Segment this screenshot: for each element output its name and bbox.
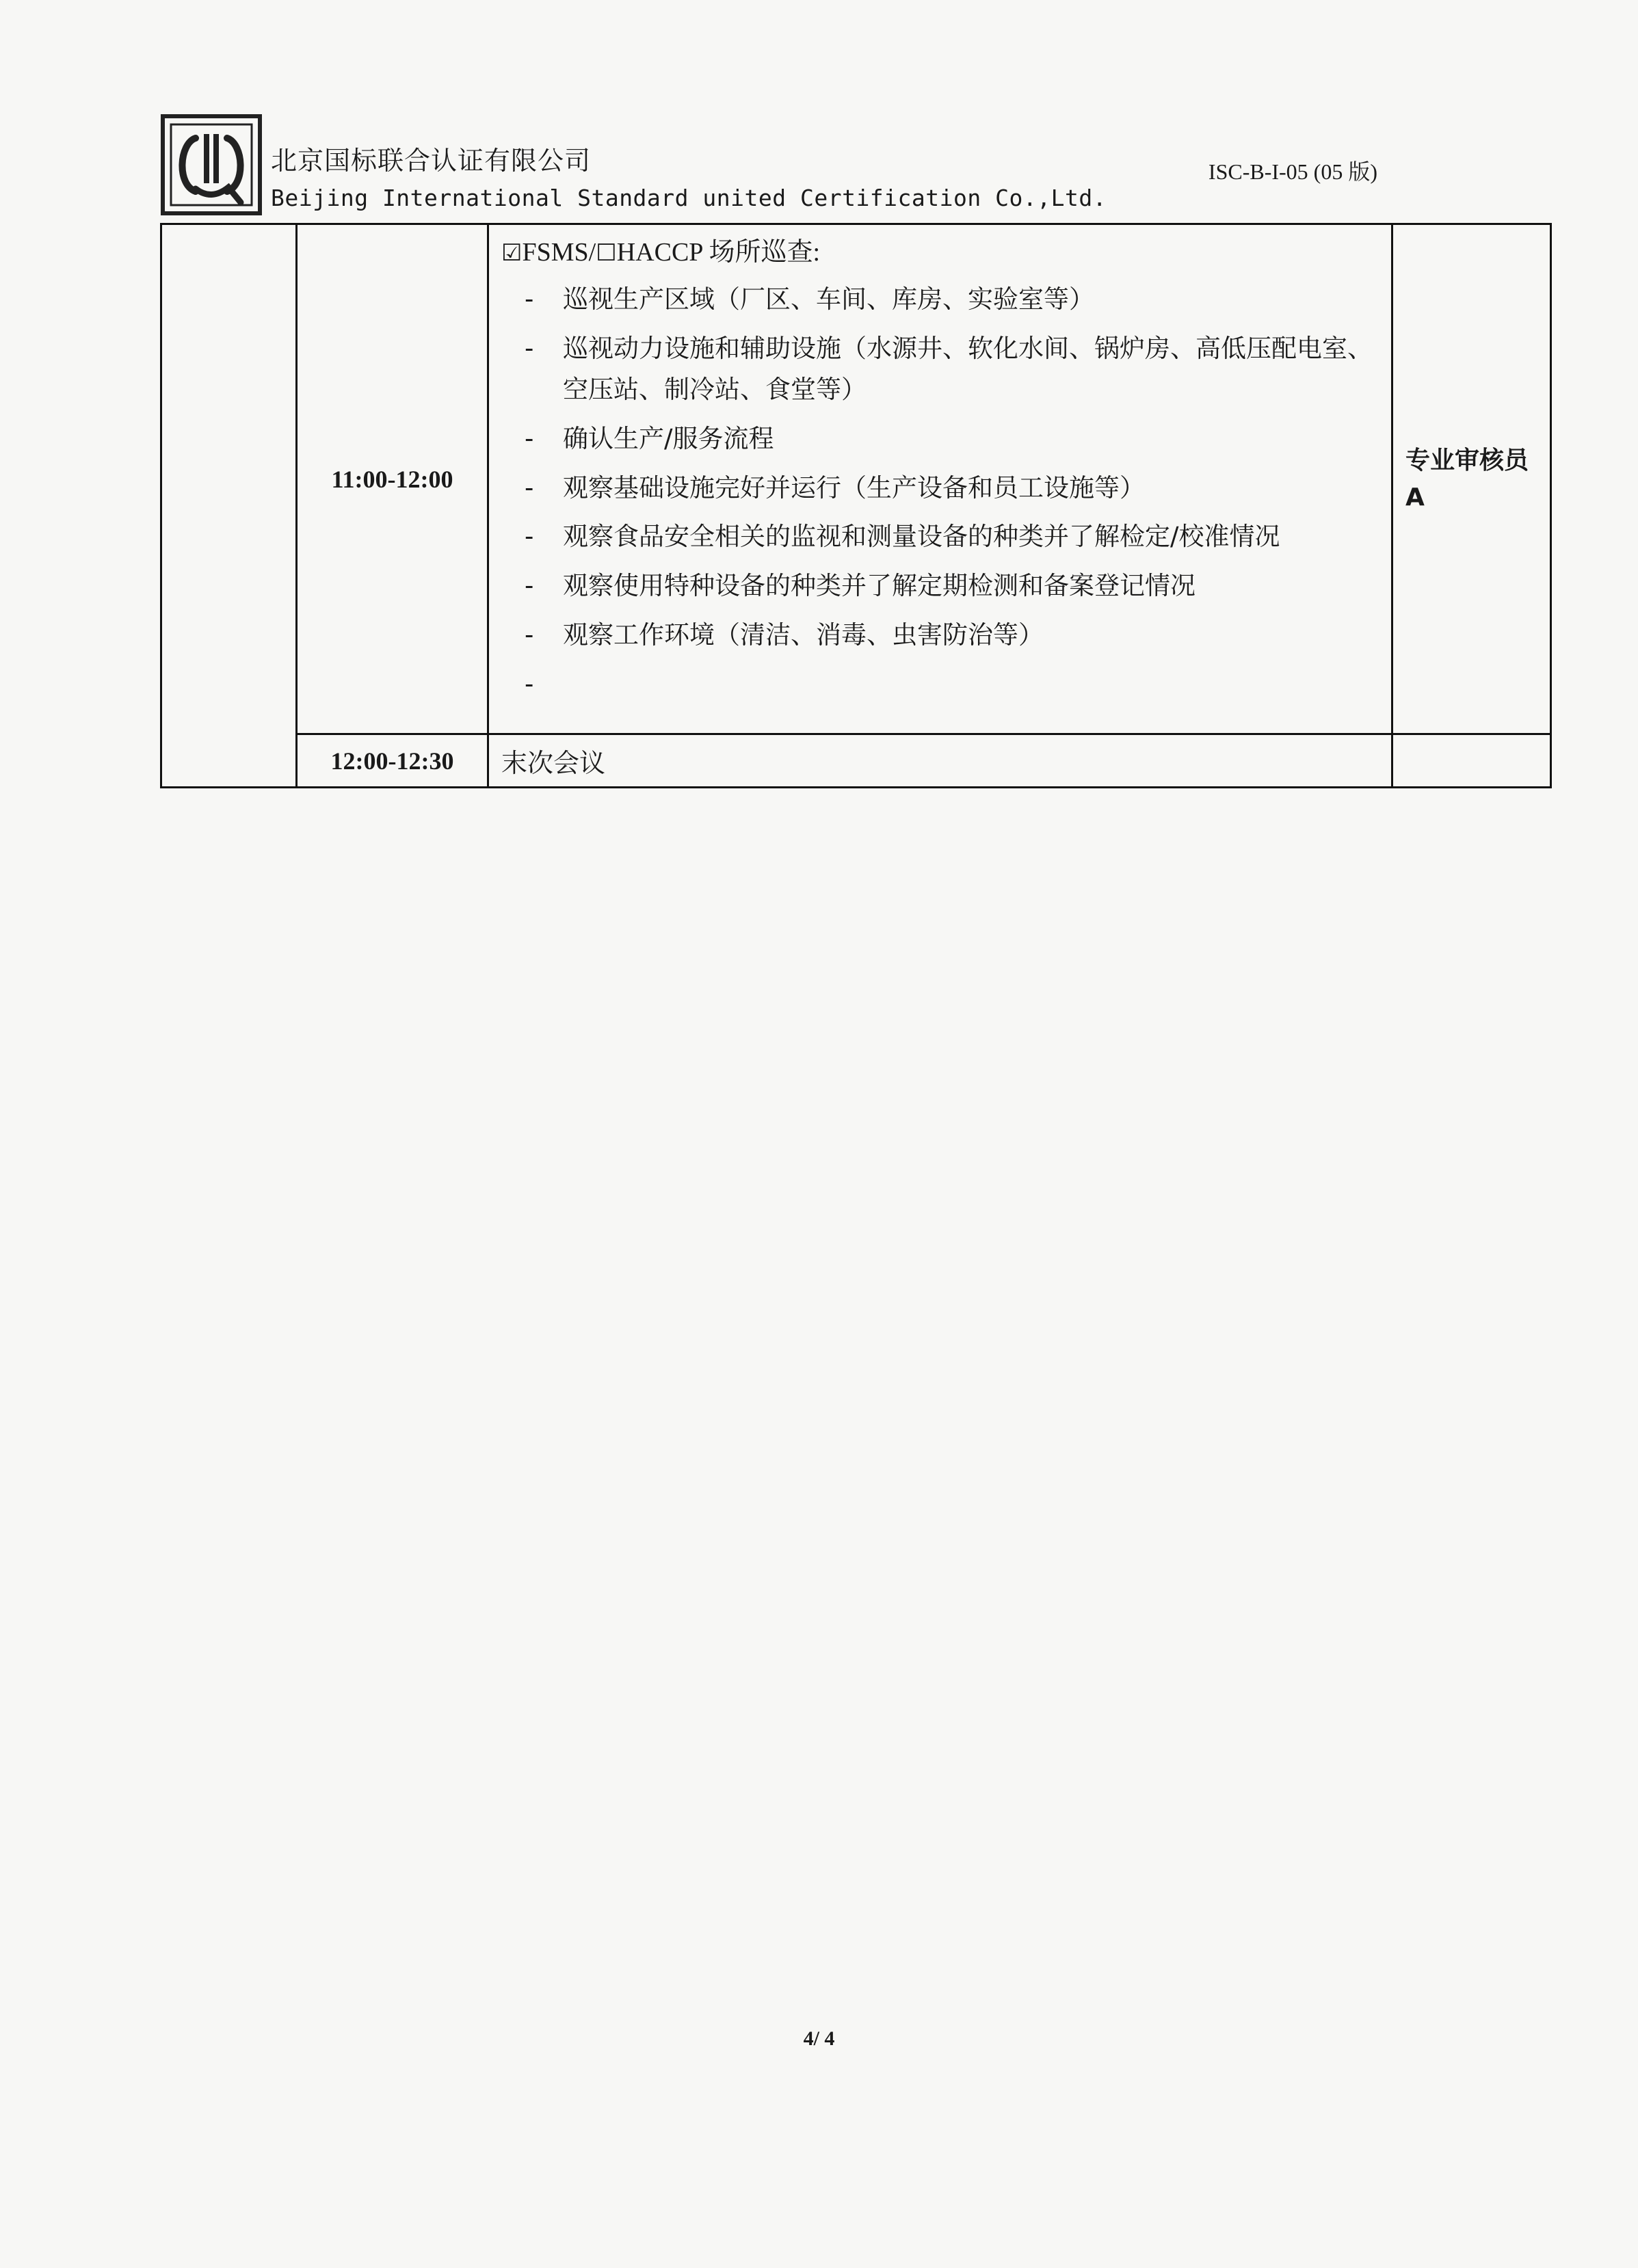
- unchecked-box-icon: ☐: [596, 239, 617, 267]
- list-item: - 观察基础设施完好并运行（生产设备和员工设施等）: [525, 472, 1145, 503]
- list-item: - 观察工作环境（清洁、消毒、虫害防治等）: [525, 620, 1044, 650]
- company-name-chinese: 北京国标联合认证有限公司: [271, 146, 592, 176]
- list-item: - 观察使用特种设备的种类并了解定期检测和备案登记情况: [525, 571, 1196, 601]
- table-row: [161, 734, 1551, 788]
- company-logo-icon: [160, 114, 263, 216]
- fsms-label: FSMS/: [522, 238, 596, 267]
- tour-item-list: [501, 279, 1380, 704]
- activity-cell: 末次会议: [488, 734, 1392, 788]
- auditor-cell: 专业审核员 A: [1392, 224, 1551, 734]
- time-cell: 11:00-12:00: [297, 224, 488, 734]
- table-row: [161, 224, 1551, 734]
- list-item: - 确认生产/服务流程: [525, 423, 774, 453]
- list-item: -: [525, 669, 534, 699]
- auditor-cell: [1392, 734, 1551, 788]
- checked-box-icon: ☑: [501, 239, 523, 267]
- date-cell: [161, 224, 297, 788]
- page-number: 4/ 4: [803, 2027, 835, 2050]
- company-name-english: Beijing International Standard united Certification Co.,Ltd.: [271, 185, 1107, 211]
- haccp-label: HACCP 场所巡查:: [616, 238, 821, 267]
- list-item: - 巡视动力设施和辅助设施（水源井、软化水间、锅炉房、高低压配电室、空压站、制冷站、食堂等）: [525, 333, 1373, 404]
- activity-cell: [488, 224, 1392, 734]
- page-header: [160, 109, 1377, 224]
- document-code: ISC-B-I-05 (05 版): [1208, 159, 1377, 184]
- list-item: - 观察食品安全相关的监视和测量设备的种类并了解检定/校准情况: [525, 522, 1280, 552]
- time-cell: 12:00-12:30: [297, 734, 488, 788]
- site-tour-heading: [501, 232, 1380, 274]
- audit-schedule-table: [160, 223, 1552, 788]
- list-item: - 巡视生产区域（厂区、车间、库房、实验室等）: [525, 284, 1094, 314]
